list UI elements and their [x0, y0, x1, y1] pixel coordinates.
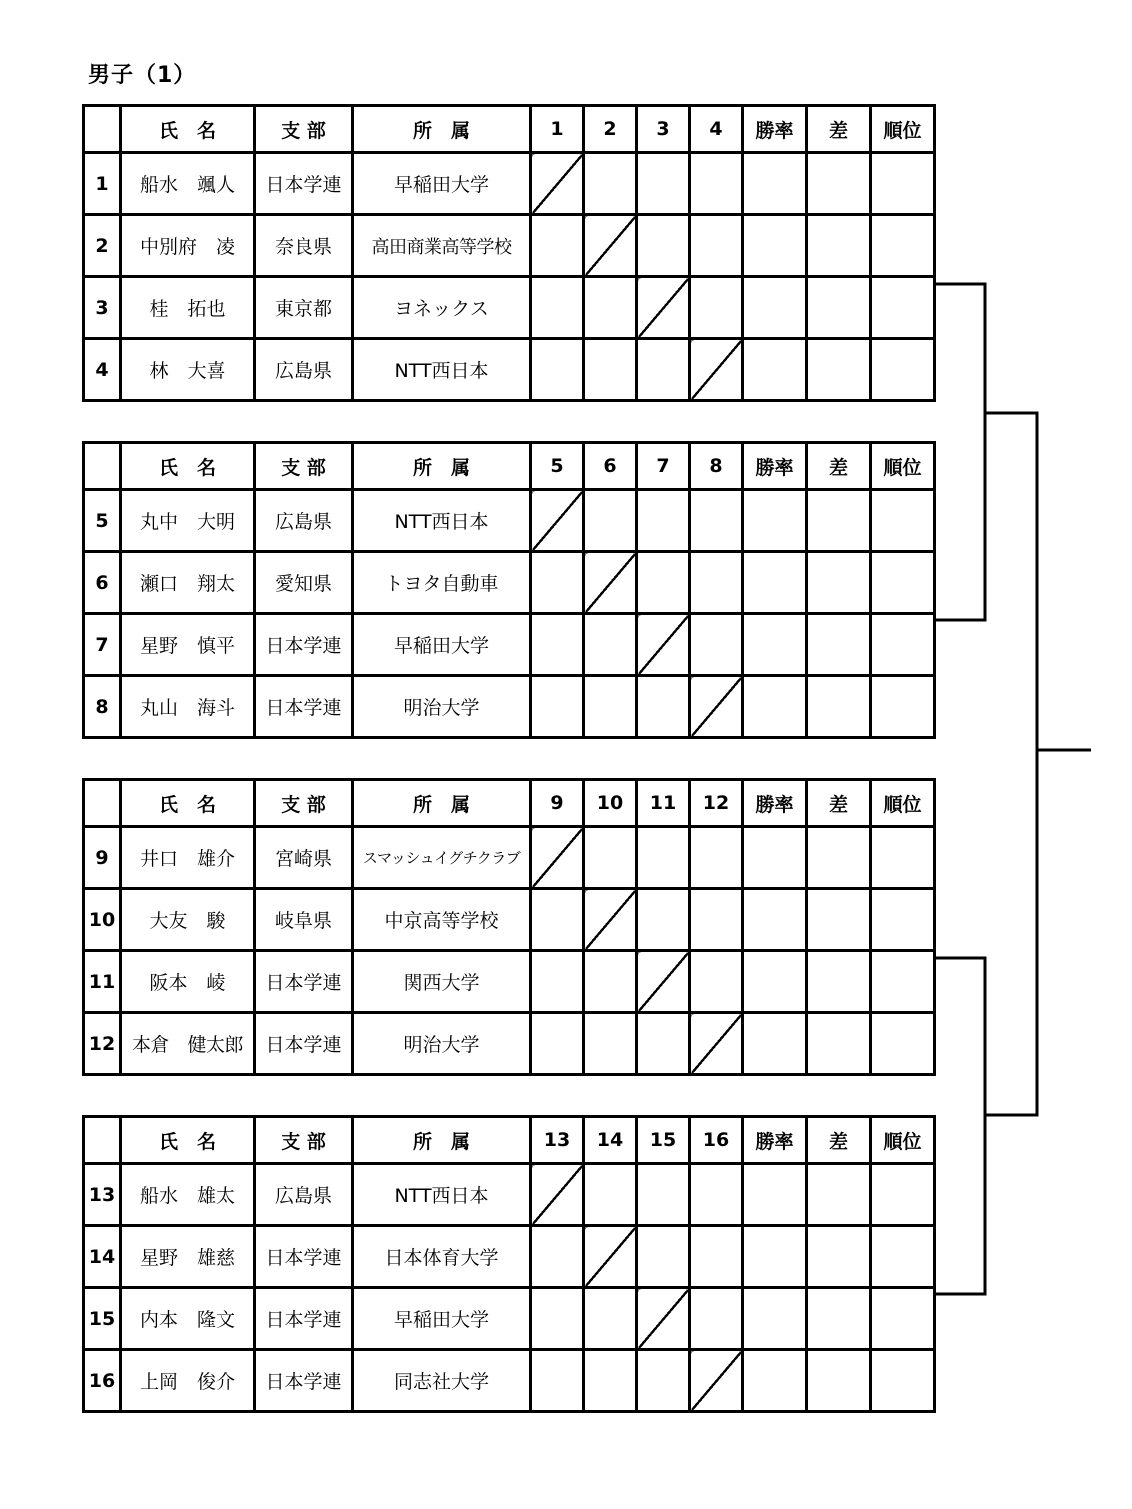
- player-name: 桂 拓也: [121, 277, 255, 339]
- bracket-line-lower-pair: [933, 958, 985, 1294]
- player-name: 中別府 凌: [121, 215, 255, 277]
- header-diff: 差: [807, 443, 871, 490]
- player-name: 丸山 海斗: [121, 676, 255, 738]
- header-opponent: 14: [584, 1117, 637, 1164]
- header-branch: 支 部: [255, 106, 353, 153]
- header-affiliation: 所 属: [353, 443, 531, 490]
- player-branch: 奈良県: [255, 215, 353, 277]
- header-name: 氏 名: [121, 106, 255, 153]
- player-branch: 日本学連: [255, 153, 353, 215]
- player-name: 大友 駿: [121, 889, 255, 951]
- player-number: 1: [84, 153, 121, 215]
- bracket-line-upper-pair: [933, 284, 985, 620]
- player-number: 7: [84, 614, 121, 676]
- header-opponent: 9: [531, 780, 584, 827]
- player-number: 13: [84, 1164, 121, 1226]
- header-opponent: 11: [637, 780, 690, 827]
- header-opponent: 13: [531, 1117, 584, 1164]
- player-branch: 岐阜県: [255, 889, 353, 951]
- header-rank: 順位: [871, 1117, 935, 1164]
- player-number: 11: [84, 951, 121, 1013]
- player-affiliation: 日本体育大学: [353, 1226, 531, 1288]
- header-opponent: 6: [584, 443, 637, 490]
- player-branch: 広島県: [255, 1164, 353, 1226]
- player-branch: 日本学連: [255, 1013, 353, 1075]
- player-affiliation: NTT西日本: [353, 339, 531, 401]
- player-name: 船水 雄太: [121, 1164, 255, 1226]
- player-number: 14: [84, 1226, 121, 1288]
- header-name: 氏 名: [121, 1117, 255, 1164]
- header-opponent: 5: [531, 443, 584, 490]
- player-branch: 日本学連: [255, 1226, 353, 1288]
- header-affiliation: 所 属: [353, 1117, 531, 1164]
- header-opponent: 10: [584, 780, 637, 827]
- player-branch: 日本学連: [255, 1288, 353, 1350]
- header-opponent: 2: [584, 106, 637, 153]
- player-branch: 愛知県: [255, 552, 353, 614]
- page-title: 男子（1）: [88, 63, 197, 88]
- player-name: 内本 隆文: [121, 1288, 255, 1350]
- header-opponent: 15: [637, 1117, 690, 1164]
- header-opponent: 3: [637, 106, 690, 153]
- player-affiliation: NTT西日本: [353, 490, 531, 552]
- player-branch: 東京都: [255, 277, 353, 339]
- header-opponent: 16: [690, 1117, 743, 1164]
- player-number: 16: [84, 1350, 121, 1412]
- player-affiliation: 中京高等学校: [353, 889, 531, 951]
- player-name: 上岡 俊介: [121, 1350, 255, 1412]
- player-number: 2: [84, 215, 121, 277]
- player-affiliation: 明治大学: [353, 1013, 531, 1075]
- header-opponent: 4: [690, 106, 743, 153]
- player-name: 星野 慎平: [121, 614, 255, 676]
- player-branch: 広島県: [255, 490, 353, 552]
- header-win-rate: 勝率: [743, 780, 807, 827]
- player-affiliation: 高田商業高等学校: [353, 215, 531, 277]
- player-name: 阪本 崚: [121, 951, 255, 1013]
- header-rank: 順位: [871, 780, 935, 827]
- player-name: 船水 颯人: [121, 153, 255, 215]
- player-affiliation: NTT西日本: [353, 1164, 531, 1226]
- player-branch: 日本学連: [255, 614, 353, 676]
- player-branch: 宮崎県: [255, 827, 353, 889]
- header-diff: 差: [807, 780, 871, 827]
- player-number: 10: [84, 889, 121, 951]
- player-number: 9: [84, 827, 121, 889]
- header-diff: 差: [807, 106, 871, 153]
- header-win-rate: 勝率: [743, 106, 807, 153]
- player-branch: 広島県: [255, 339, 353, 401]
- player-affiliation: スマッシュイグチクラブ: [353, 827, 531, 889]
- header-diff: 差: [807, 1117, 871, 1164]
- player-number: 15: [84, 1288, 121, 1350]
- player-name: 星野 雄慈: [121, 1226, 255, 1288]
- player-number: 6: [84, 552, 121, 614]
- header-name: 氏 名: [121, 443, 255, 490]
- header-branch: 支 部: [255, 443, 353, 490]
- header-opponent: 8: [690, 443, 743, 490]
- header-win-rate: 勝率: [743, 1117, 807, 1164]
- player-name: 井口 雄介: [121, 827, 255, 889]
- player-number: 3: [84, 277, 121, 339]
- player-affiliation: ヨネックス: [353, 277, 531, 339]
- player-name: 本倉 健太郎: [121, 1013, 255, 1075]
- player-affiliation: 同志社大学: [353, 1350, 531, 1412]
- player-name: 丸中 大明: [121, 490, 255, 552]
- player-affiliation: 早稲田大学: [353, 153, 531, 215]
- bracket-line-semifinal: [985, 413, 1037, 1115]
- player-affiliation: 関西大学: [353, 951, 531, 1013]
- player-affiliation: 明治大学: [353, 676, 531, 738]
- player-name: 瀬口 翔太: [121, 552, 255, 614]
- header-rank: 順位: [871, 443, 935, 490]
- player-number: 8: [84, 676, 121, 738]
- header-name: 氏 名: [121, 780, 255, 827]
- player-branch: 日本学連: [255, 676, 353, 738]
- player-affiliation: トヨタ自動車: [353, 552, 531, 614]
- header-rank: 順位: [871, 106, 935, 153]
- header-branch: 支 部: [255, 1117, 353, 1164]
- header-opponent: 7: [637, 443, 690, 490]
- header-affiliation: 所 属: [353, 106, 531, 153]
- player-number: 12: [84, 1013, 121, 1075]
- header-affiliation: 所 属: [353, 780, 531, 827]
- header-opponent: 1: [531, 106, 584, 153]
- player-branch: 日本学連: [255, 951, 353, 1013]
- player-affiliation: 早稲田大学: [353, 614, 531, 676]
- header-opponent: 12: [690, 780, 743, 827]
- player-branch: 日本学連: [255, 1350, 353, 1412]
- player-number: 5: [84, 490, 121, 552]
- player-number: 4: [84, 339, 121, 401]
- header-win-rate: 勝率: [743, 443, 807, 490]
- player-name: 林 大喜: [121, 339, 255, 401]
- player-affiliation: 早稲田大学: [353, 1288, 531, 1350]
- header-branch: 支 部: [255, 780, 353, 827]
